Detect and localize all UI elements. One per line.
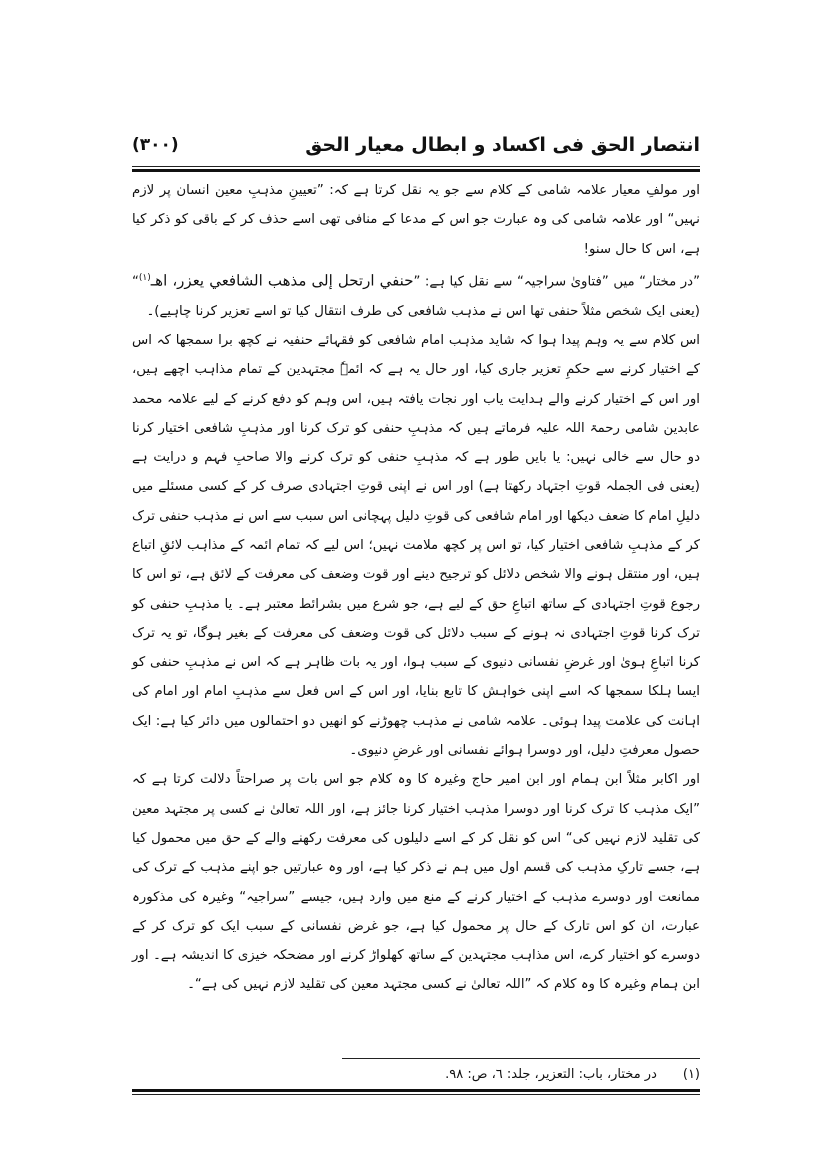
running-title: انتصار الحق فی اکساد و ابطال معیار الحق [305,134,700,156]
paragraph-2 [132,264,700,326]
paragraph-3: اس کلام سے یہ وہم پیدا ہوا کہ شاید مذہب امام شافعی کو فقہائے حنفیہ نے کچھ برا سمجھا کہ اس کے اختیار کرنے سے حکمِ تعزیر جاری کیا، اور حال یہ ہے کہ ائمہٗ مجتہدین کے تمام مذاہب اچھے ہیں، اور اس کے اختیار کرنے والے ہدایت یاب اور نجات یافتہ ہیں، اس وہم کو دفع کرنے کے لیے علامہ محمد عابدین شامی رحمۃ اللہ علیہ فرماتے ہیں کہ مذہبِ حنفی کو ترک کرنا اور مذہبِ شافعی اختیار کرنا دو حال سے خالی نہیں: یا بایں طور ہے کہ مذہبِ حنفی کو ترک کرنے والا صاحبِ فہم و درایت ہے (یعنی فی الجملہ قوتِ اجتہاد رکھتا ہے) اور اس نے اپنی قوتِ اجتہادی صرف کر کے کسی مسئلے میں دلیلِ امام کا ضعف دیکھا اور امام شافعی کی قوتِ دلیل پہچانی اس سبب سے اس نے مذہب حنفی ترک کر کے مذہبِ شافعی اختیار کیا، تو اس پر کچھ ملامت نہیں؛ اس لیے کہ تمام ائمہ کے مذاہب لائقِ اتباع ہیں، اور منتقل ہونے والا شخص دلائل کو ترجیح دینے اور قوت وضعف کی معرفت کے لائق ہے، تو اس کا رجوع قوتِ اجتہادی کے ساتھ اتباعِ حق کے لیے ہے، جو شرع میں بشرائط معتبر ہے۔ یا مذہبِ حنفی کو ترک کرنا قوتِ اجتہادی نہ ہونے کے سبب دلائل کی قوت وضعف کی معرفت کے بغیر ہوگا، تو یہ ترک کرنا اتباعِ ہویٰ اور غرضِ نفسانی دنیوی کے سبب ہوا، اور یہ بات ظاہر ہے کہ اس نے مذہبِ حنفی کو ایسا ہلکا سمجھا کہ اسے اپنی خواہش کا تابع بنایا، اور اس کے اس فعل سے مذہبِ امام اور امام کی اہانت کی علامت پیدا ہوئی۔ علامہ شامی نے مذہب چھوڑنے کو انھیں دو احتمالوں میں دائر کیا ہے: ایک حصول معرفتِ دلیل، اور دوسرا ہوائے نفسانی اور غرضِ دنیوی۔ [132,332,700,759]
paragraph-4: اور اکابر مثلاً ابن ہمام اور ابن امیر حاج وغیرہ کا وہ کلام جو اس بات پر صراحتاً دلالت کرتا ہے کہ ”ایک مذہب کا ترک کرنا اور دوسرا مذہب اختیار کرنا جائز ہے، اور اللہ تعالیٰ نے کسی پر مجتہد معین کی تقلید لازم نہیں کی“ اس کو نقل کر کے اسے دلیلوں کی معرفت رکھنے والے کے حق میں محمول کیا ہے، جسے تارکِ مذہب کی قسم اول میں ہم نے ذکر کیا ہے، اور وہ عبارتیں جو اپنے مذہب کے ترک کی ممانعت اور دوسرے مذہب کے اختیار کرنے کے منع میں وارد ہیں، جیسے ”سراجیہ“ وغیرہ کی مذکورہ عبارت، ان کو اس تارک کے حال پر محمول کیا ہے، جو غرض نفسانی کے سبب ایک کو ترک کر کے دوسرے کو اختیار کرے، اس مذاہب مجتہدین کے ساتھ کھلواڑ کرنے اور مضحکہ خیزی کا اندیشہ ہے۔ اور ابن ہمام وغیرہ کا وہ کلام کہ ”اللہ تعالیٰ نے کسی مجتہد معین کی تقلید لازم نہیں کی ہے“۔ [132,772,700,993]
main-text [132,176,700,1000]
footer-rule-thin [132,1094,700,1095]
header-rule-thin [132,166,700,167]
footnote-separator [342,1058,700,1059]
page-number: (۳۰۰) [132,135,179,155]
paragraph-2-suffix: “ (یعنی ایک شخص مثلاً حنفی تھا اس نے مذہب شافعی کی طرف انتقال کیا تو اسے تعزیر کرنا چاہیے)۔ [132,274,700,319]
header-rule-thick [132,169,700,172]
footnote-text: در مختار، باب: التعزیر، جلد: ٦، ص: ٩٨. [445,1067,657,1082]
paragraph-2-prefix: ”در مختار“ میں ”فتاویٰ سراجیہ“ سے نقل کیا ہے: ” [413,274,700,290]
paragraph-1: اور مولفِ معیار علامہ شامی کے کلام سے جو یہ نقل کرتا ہے کہ: ”تعیینِ مذہبِ معین انسان پر لازم نہیں“ اور علامہ شامی کی وہ عبارت جو اس کے مدعا کے منافی تھی اسے حذف کر کے باقی کو ذکر کیا ہے، اس کا حال سنو! [132,183,700,257]
footnote-number: (۱) [682,1067,700,1082]
footnote-reference: (۱) [138,272,151,283]
footnote [140,1064,700,1086]
footer-rule-thick [132,1089,700,1092]
arabic-quote: حنفي ارتحل إلى مذهب الشافعي يعزر، اهـ [150,271,414,290]
page-header [132,128,700,168]
